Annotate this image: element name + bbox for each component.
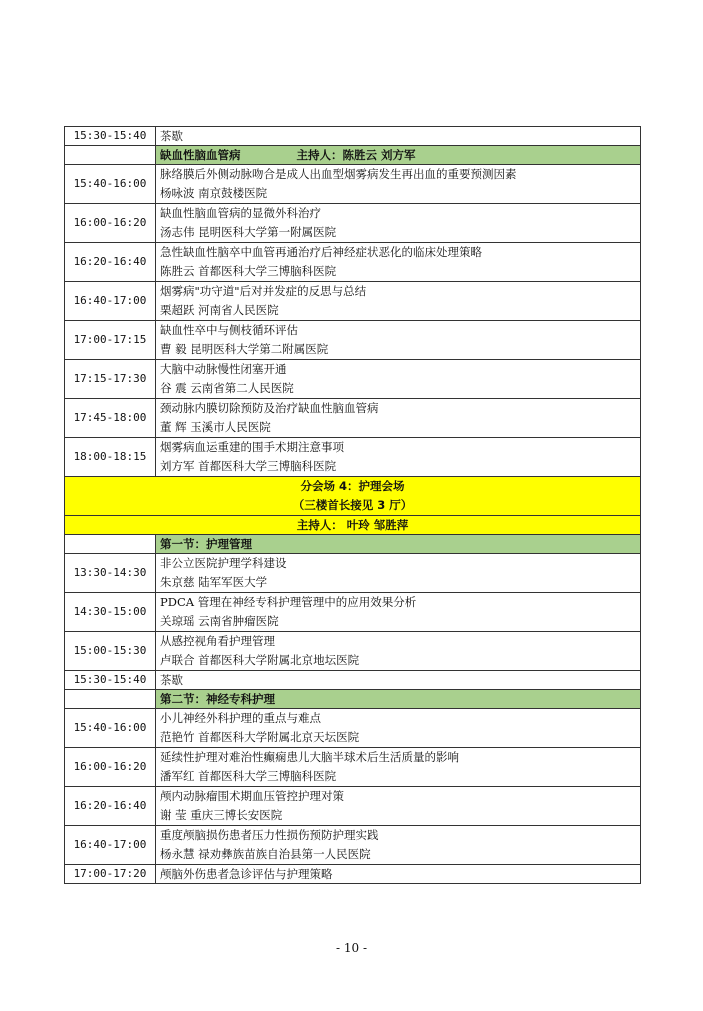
table-row <box>65 204 641 243</box>
time-cell: 17:00-17:15 <box>65 321 156 360</box>
section-host: 主持人：陈胜云 刘方军 <box>296 148 416 162</box>
table-row <box>65 360 641 399</box>
session-cell: 茶歇 <box>156 671 641 690</box>
time-cell: 15:40-16:00 <box>65 709 156 748</box>
time-cell: 16:00-16:20 <box>65 748 156 787</box>
section-title: 第一节：护理管理 <box>156 535 641 554</box>
table-row <box>65 438 641 477</box>
venue-host-row <box>65 516 641 535</box>
time-cell: 18:00-18:15 <box>65 438 156 477</box>
speaker: 刘方军 首都医科大学三博脑科医院 <box>160 459 337 473</box>
talk-title: PDCA 管理在神经专科护理管理中的应用效果分析 <box>160 595 417 609</box>
talk-title: 急性缺血性脑卒中血管再通治疗后神经症状恶化的临床处理策略 <box>160 245 482 259</box>
speaker: 杨咏波 南京鼓楼医院 <box>160 186 268 200</box>
table-row <box>65 127 641 146</box>
speaker: 谢 莹 重庆三博长安医院 <box>160 808 283 822</box>
table-row <box>65 787 641 826</box>
speaker: 谷 震 云南省第二人民医院 <box>160 381 294 395</box>
time-cell: 16:20-16:40 <box>65 787 156 826</box>
table-row <box>65 243 641 282</box>
section-header-row <box>65 146 641 165</box>
talk-title: 从感控视角看护理管理 <box>160 634 275 648</box>
speaker: 栗超跃 河南省人民医院 <box>160 303 279 317</box>
time-cell: 15:30-15:40 <box>65 671 156 690</box>
time-cell: 17:45-18:00 <box>65 399 156 438</box>
section-title: 第二节：神经专科护理 <box>156 690 641 709</box>
table-row <box>65 165 641 204</box>
table-row <box>65 632 641 671</box>
time-cell: 13:30-14:30 <box>65 554 156 593</box>
speaker: 朱京慈 陆军军医大学 <box>160 575 268 589</box>
speaker: 潘军红 首都医科大学三博脑科医院 <box>160 769 337 783</box>
speaker: 卢联合 首都医科大学附属北京地坛医院 <box>160 653 360 667</box>
time-cell: 15:40-16:00 <box>65 165 156 204</box>
time-cell: 15:00-15:30 <box>65 632 156 671</box>
section-header-row <box>65 535 641 554</box>
speaker: 汤志伟 昆明医科大学第一附属医院 <box>160 225 337 239</box>
time-cell: 17:00-17:20 <box>65 865 156 884</box>
session-cell: 茶歇 <box>156 127 641 146</box>
venue-title: 分会场 4：护理会场 <box>300 479 405 493</box>
speaker: 杨永慧 禄劝彝族苗族自治县第一人民医院 <box>160 847 371 861</box>
table-row <box>65 282 641 321</box>
talk-title: 颅内动脉瘤围术期血压管控护理对策 <box>160 789 344 803</box>
time-cell: 16:20-16:40 <box>65 243 156 282</box>
table-row <box>65 671 641 690</box>
talk-title: 颈动脉内膜切除预防及治疗缺血性脑血管病 <box>160 401 379 415</box>
venue-host: 主持人： 叶玲 邹胜萍 <box>65 516 641 535</box>
table-row <box>65 554 641 593</box>
speaker: 陈胜云 首都医科大学三博脑科医院 <box>160 264 337 278</box>
talk-title: 重度颅脑损伤患者压力性损伤预防护理实践 <box>160 828 379 842</box>
speaker: 曹 毅 昆明医科大学第二附属医院 <box>160 342 329 356</box>
talk-title: 延续性护理对难治性癫痫患儿大脑半球术后生活质量的影响 <box>160 750 459 764</box>
talk-title: 缺血性脑血管病的显微外科治疗 <box>160 206 321 220</box>
page-number: - 10 - <box>335 941 367 955</box>
time-cell: 15:30-15:40 <box>65 127 156 146</box>
table-row <box>65 593 641 632</box>
table-row <box>65 399 641 438</box>
time-cell: 17:15-17:30 <box>65 360 156 399</box>
venue-row <box>65 477 641 516</box>
speaker: 范艳竹 首都医科大学附属北京天坛医院 <box>160 730 360 744</box>
talk-title: 小儿神经外科护理的重点与难点 <box>160 711 321 725</box>
table-row <box>65 826 641 865</box>
talk-title: 大脑中动脉慢性闭塞开通 <box>160 362 287 376</box>
time-cell: 16:40-17:00 <box>65 826 156 865</box>
table-row <box>65 321 641 360</box>
speaker: 董 辉 玉溪市人民医院 <box>160 420 271 434</box>
talk-title: 非公立医院护理学科建设 <box>160 556 287 570</box>
section-header-row <box>65 690 641 709</box>
table-row <box>65 865 641 884</box>
schedule-table <box>64 126 641 884</box>
talk-title: 脉络膜后外侧动脉吻合是成人出血型烟雾病发生再出血的重要预测因素 <box>160 167 517 181</box>
table-row <box>65 709 641 748</box>
talk-title: 烟雾病血运重建的围手术期注意事项 <box>160 440 344 454</box>
time-cell: 16:00-16:20 <box>65 204 156 243</box>
talk-title: 缺血性卒中与侧枝循环评估 <box>160 323 298 337</box>
time-cell: 16:40-17:00 <box>65 282 156 321</box>
time-cell: 14:30-15:00 <box>65 593 156 632</box>
speaker: 关琼瑶 云南省肿瘤医院 <box>160 614 279 628</box>
session-cell: 颅脑外伤患者急诊评估与护理策略 <box>156 865 641 884</box>
venue-location: （三楼首长接见 3 厅） <box>292 498 413 512</box>
talk-title: 烟雾病"功守道"后对并发症的反思与总结 <box>160 284 367 298</box>
section-title: 缺血性脑血管病 <box>160 148 241 162</box>
table-row <box>65 748 641 787</box>
